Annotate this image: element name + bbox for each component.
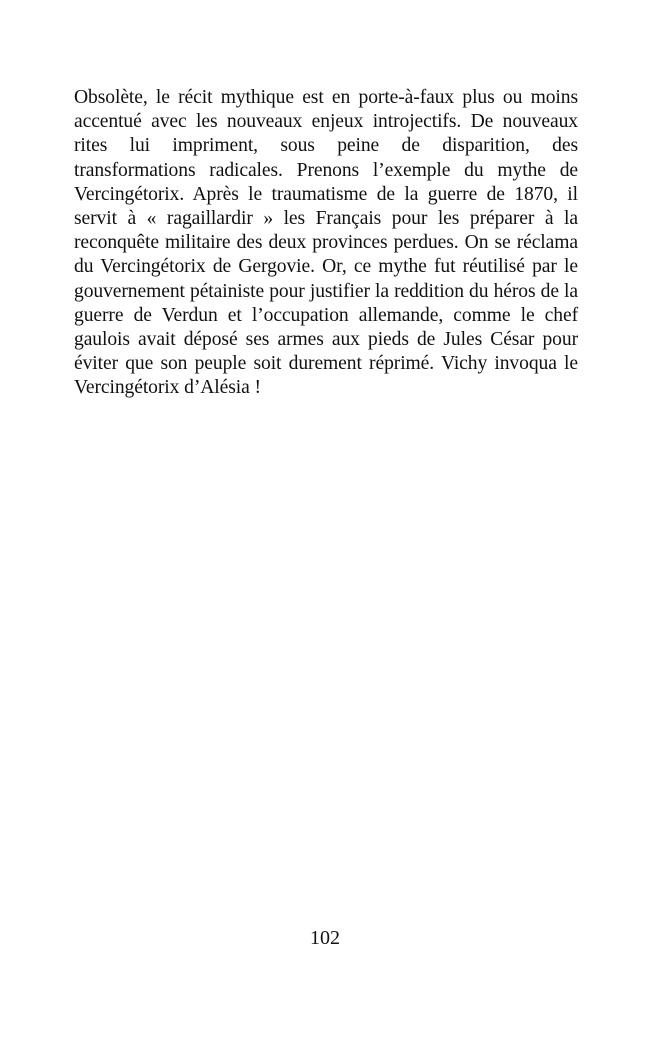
page-number: 102 — [310, 927, 340, 949]
body-paragraph: Obsolète, le récit mythique est en porte-à-faux plus ou moins accentué avec les nouveaux enjeux introjectifs. De nouveaux rites lui impriment, sous peine de disparition, des transformations radicales. Prenons l’exemple du mythe de Vercingétorix. Après le traumatisme de la guerre de 1870, il servit à « ragaillardir » les Français pour les préparer à la reconquête militaire des deux provinces perdues. On se réclama du Vercingétorix de Gergovie. Or, ce mythe fut réutilisé par le gouvernement pétainiste pour justifier la reddition du héros de la guerre de Verdun et l’occupation allemande, comme le chef gaulois avait déposé ses armes aux pieds de Jules César pour éviter que son peuple soit durement réprimé. Vichy invoqua le Vercingétorix d’Alésia ! — [74, 87, 578, 399]
